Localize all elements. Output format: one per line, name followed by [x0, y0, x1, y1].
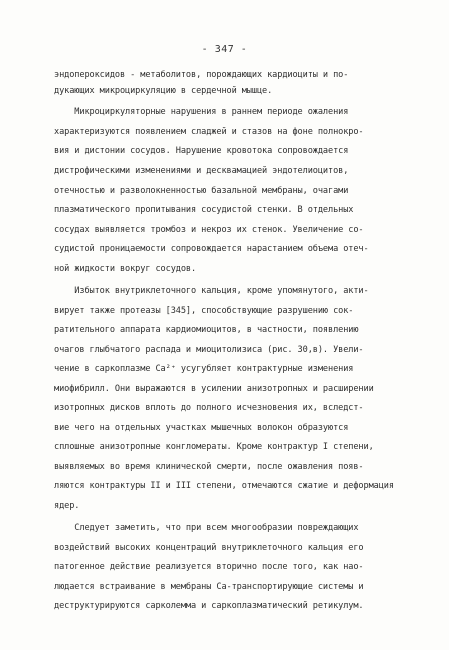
text-line: вирует также протеазы [345], способствующие разрушению сок- [54, 306, 354, 316]
text-line: изотропных дисков вплоть до полного исчезновения их, вследст- [54, 403, 364, 413]
text-line: ратительного аппарата кардиомиоцитов, в частности, появлению [54, 325, 359, 335]
text-line: судистой проницаемости сопровождается нарастанием объема отеч- [54, 244, 369, 254]
text-line: вия и дистонии сосудов. Нарушение кровотока сопровождается [54, 146, 349, 156]
text-line: миофибрилл. Они выражаются в усилении анизотропных и расширении [54, 384, 374, 394]
page-number: - 347 - [201, 44, 248, 55]
text-line: Микроциркуляторные нарушения в раннем периоде ожаления [54, 107, 349, 117]
text-line: чение в саркоплазме Ca²⁺ усугубляет контрактурные изменения [54, 364, 354, 374]
text-line: отечностью и разволокненностью базальной мембраны, очагами [54, 186, 349, 196]
text-line: выявляемых во время клинической смерти, после ожавления появ- [54, 462, 364, 472]
text-line: характеризуются появлением сладжей и стазов на фоне полнокро- [54, 127, 364, 137]
text-line: сплошные анизотропные конгломераты. Кроме контрактур I степени, [54, 442, 374, 452]
text-line: сосудах выявляется тромбоз и некроз их стенок. Увеличение со- [54, 225, 364, 235]
text-line: дистрофическими изменениями и десквамацией эндотелиоцитов, [54, 166, 349, 176]
text-line: дукающих микроциркуляцию в сердечной мышце. [54, 86, 273, 96]
text-line: людается встраивание в мембраны Са-транспортирующие системы и [54, 582, 364, 592]
text-line: деструктурируются сарколемма и саркоплазматический ретикулум. [54, 601, 364, 611]
text-line: Следует заметить, что при всем многообразии повреждающих [54, 523, 359, 533]
text-line: вие чего на отдельных участках мышечных волокон образуются [54, 423, 349, 433]
text-line: воздействий высоких концентраций внутриклеточного кальция его [54, 543, 364, 553]
text-line: эндопероксидов - метаболитов, порождающих кардиоциты и по- [54, 70, 349, 80]
text-line: очагов глыбчатого распада и миоцитолизиса (рис. 30,в). Увели- [54, 345, 364, 355]
text-line: ядер. [54, 501, 80, 511]
text-line: плазматического пропитывания сосудистой стенки. В отдельных [54, 205, 354, 215]
text-line: ляются контрактуры II и III степени, отмечаются сжатие и деформация [54, 481, 394, 491]
text-line: ной жидкости вокруг сосудов. [54, 264, 197, 274]
text-line: Избыток внутриклеточного кальция, кроме упомянутого, акти- [54, 286, 369, 296]
text-line: патогенное действие реализуется вторично после того, как нао- [54, 562, 364, 572]
